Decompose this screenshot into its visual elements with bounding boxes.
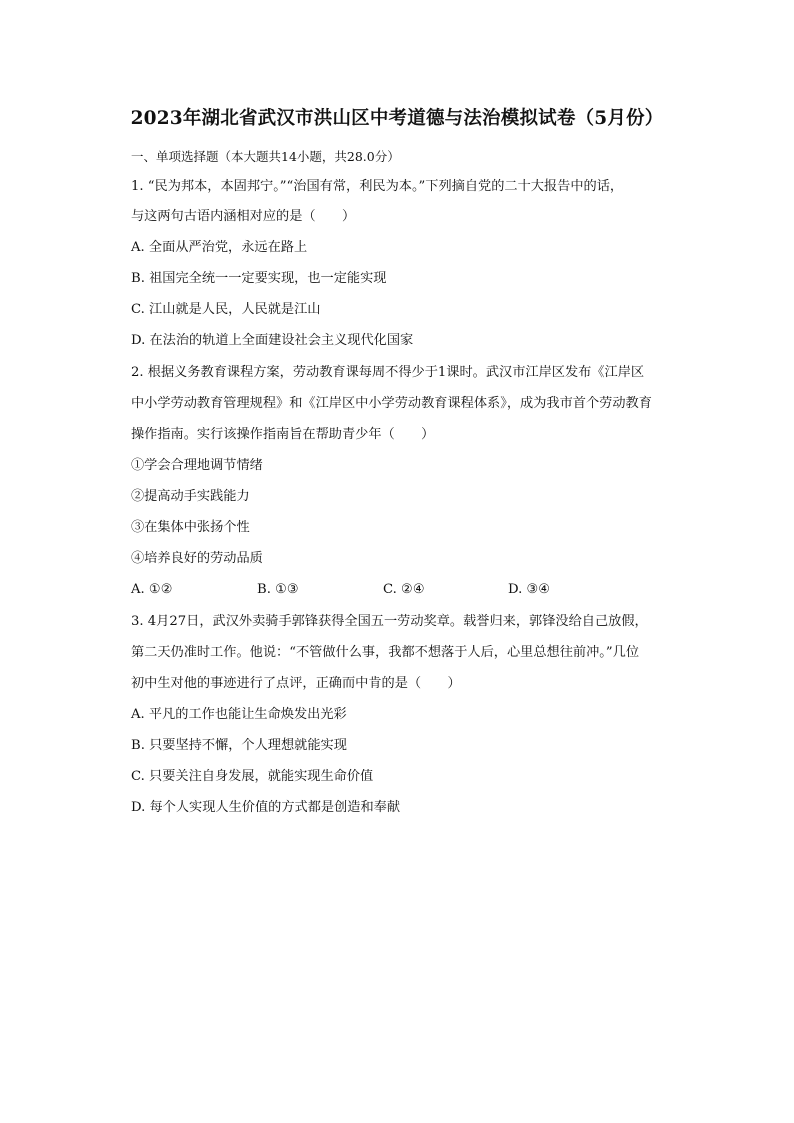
q2-item-3: ③在集体中张扬个性 [131,520,250,535]
q2-option-d: D. ③④ [508,582,551,597]
q1-option-c: C. 江山就是人民，人民就是江山 [131,302,321,317]
q3-stem-line-3: 初中生对他的事迹进行了点评，正确而中肯的是（ ） [131,676,461,691]
section-header: 一、单项选择题（本大题共14小题，共28.0分） [131,149,400,164]
q1-option-b: B. 祖国完全统一一定要实现，也一定能实现 [131,271,387,286]
q3-option-b: B. 只要坚持不懈，个人理想就能实现 [131,738,347,753]
q3-stem-line-2: 第二天仍准时工作。他说：“不管做什么事，我都不想落于人后，心里总想往前冲。”几位 [131,645,640,660]
q2-stem-line-1: 2. 根据义务教育课程方案，劳动教育课每周不得少于1课时。武汉市江岸区发布《江岸区 [131,365,645,380]
q2-stem-line-3: 操作指南。实行该操作指南旨在帮助青少年（ ） [131,427,435,442]
q2-option-c: C. ②④ [383,582,425,597]
q3-stem-line-1: 3. 4月27日，武汉外卖骑手郭锋获得全国五一劳动奖章。载誉归来，郭锋没给自己放假， [131,614,648,629]
q2-item-1: ①学会合理地调节情绪 [131,458,263,473]
q3-option-c: C. 只要关注自身发展，就能实现生命价值 [131,769,374,784]
q1-stem-line-2: 与这两句古语内涵相对应的是（ ） [131,209,356,224]
q2-stem-line-2: 中小学劳动教育管理规程》和《江岸区中小学劳动教育课程体系》，成为我市首个劳动教育 [131,396,652,411]
q1-option-d: D. 在法治的轨道上全面建设社会主义现代化国家 [131,333,414,348]
q2-option-b: B. ①③ [257,582,299,597]
q2-option-a: A. ①② [131,582,173,597]
exam-title: 2023年湖北省武汉市洪山区中考道德与法治模拟试卷（5月份） [130,108,664,129]
q3-option-a: A. 平凡的工作也能让生命焕发出光彩 [131,707,347,722]
q2-item-2: ②提高动手实践能力 [131,489,250,504]
q2-item-4: ④培养良好的劳动品质 [131,551,263,566]
q1-option-a: A. 全面从严治党，永远在路上 [131,240,308,255]
q1-stem-line-1: 1. “民为邦本，本固邦宁。”“治国有常，利民为本。”下列摘自党的二十大报告中的话， [131,179,624,194]
q3-option-d: D. 每个人实现人生价值的方式都是创造和奉献 [131,800,401,815]
q2-options-row [131,583,671,601]
